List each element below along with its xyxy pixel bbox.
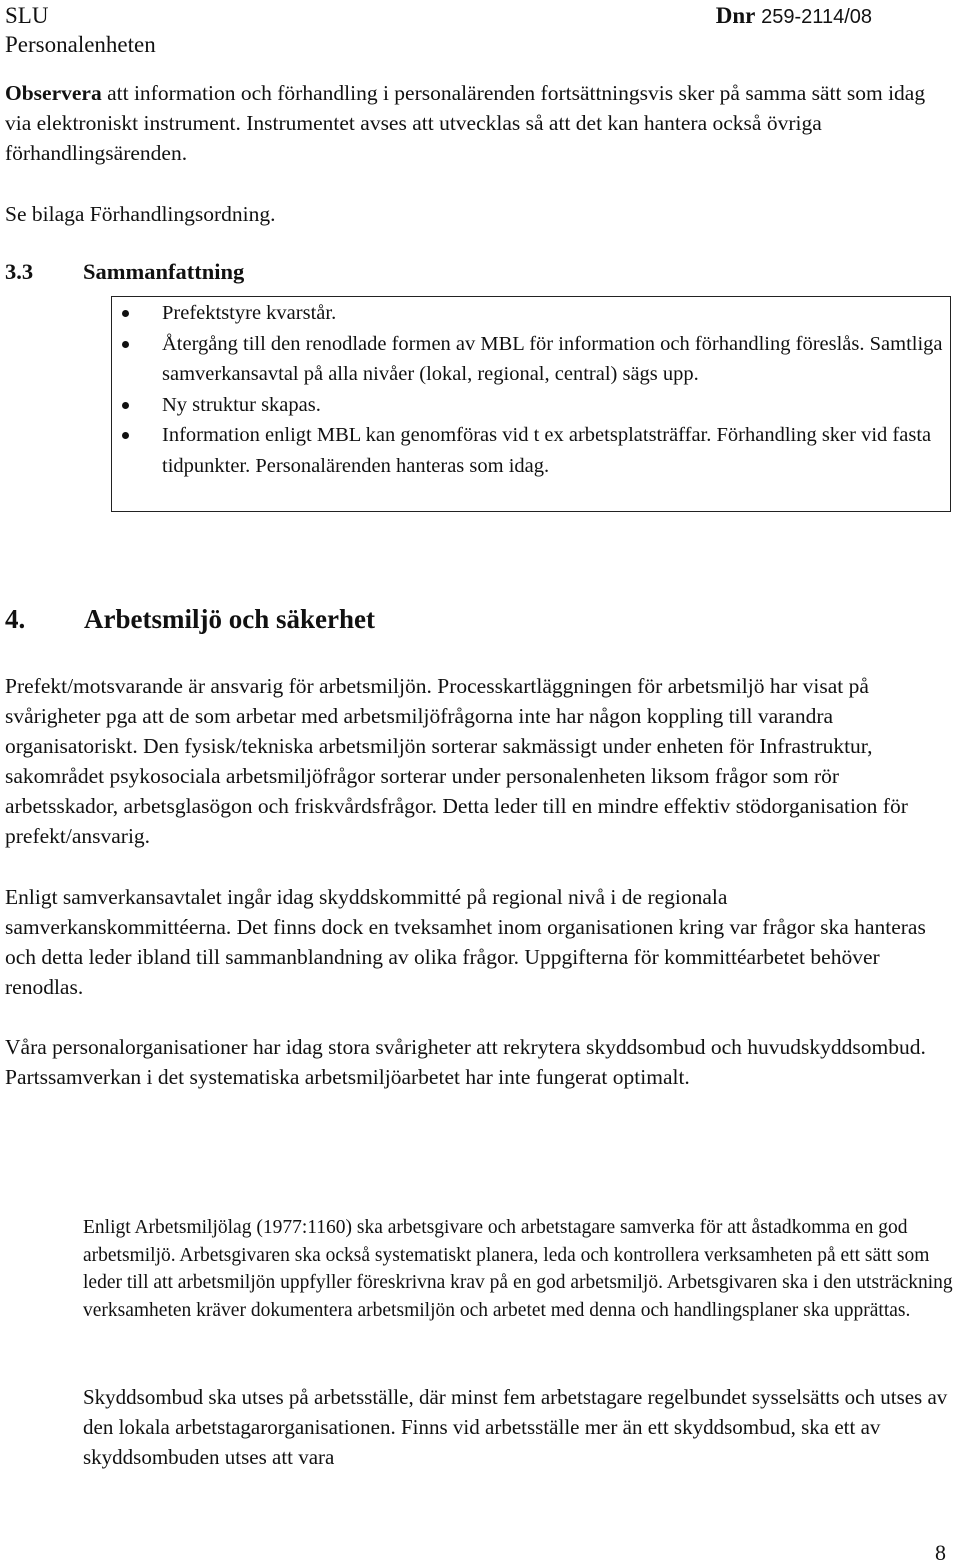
header-org: SLU — [5, 3, 49, 28]
summary-heading — [5, 259, 244, 285]
section-title: Arbetsmiljö och säkerhet — [84, 604, 375, 634]
summary-item: Information enligt MBL kan genomföras vid t ex arbetsplatsträffar. Förhandling sker vid fasta tidpunkter. Personalärenden hanteras som idag. — [122, 420, 946, 481]
header-unit: Personalenheten — [5, 32, 156, 57]
intro-bold-lead: Observera — [5, 81, 102, 105]
summary-item: Ny struktur skapas. — [122, 390, 946, 421]
quote-paragraph: Enligt Arbetsmiljölag (1977:1160) ska arbetsgivare och arbetstagare samverka för att åstadkomma en god arbetsmiljö. Arbetsgivaren ska också systematiskt planera, leda och kontrollera verksamheten på ett sätt som leder till att arbetsmiljön uppfyller föreskrivna krav på en god arbetsmiljö. Arbetsgivaren ska i den utsträckning verksamheten kräver dokumentera arbetsmiljön och arbetet med denna och handlingsplaner ska upprättas. — [83, 1217, 953, 1321]
intro-text: att information och förhandling i personalärenden fortsättningsvis sker på samma sätt som idag via elektroniskt instrument. Instrumentet avses att utvecklas så att det kan hantera också övriga förhandlingsärenden. — [5, 81, 926, 165]
intro-paragraph — [5, 78, 955, 168]
bullet-icon — [122, 310, 129, 317]
section-number: 4. — [5, 604, 26, 634]
summary-list — [122, 298, 946, 481]
dnr-label: Dnr — [715, 3, 756, 28]
bullet-icon — [122, 432, 129, 439]
bullet-icon — [122, 402, 129, 409]
summary-number: 3.3 — [5, 259, 34, 284]
body-paragraph: Prefekt/motsvarande är ansvarig för arbetsmiljön. Processkartläggningen för arbetsmiljö har visat på svårigheter pga att de som arbetar med arbetsmiljöfrågorna inte har någon koppling till varandra organisatoriskt. Den fysisk/tekniska arbetsmiljön sorterar sakmässigt under enheten för Infrastruktur, sakområdet psykosociala arbetsmiljöfrågor sorterar under personalenheten liksom frågor som rör arbetsskador, arbetsglasögon och friskvårdsfrågor. Detta leder till en mindre effektiv stödorganisation för prefekt/ansvarig. — [5, 674, 908, 848]
header-dnr — [716, 2, 872, 31]
dnr-number: 259-2114/08 — [761, 6, 872, 28]
body-paragraph: Enligt samverkansavtalet ingår idag skyddskommitté på regional nivå i de regionala samverkanskommittéerna. Det finns dock en tveksamhet inom organisationen kring var frågor ska hanteras och detta leder ibland till sammanblandning av olika frågor. Uppgifterna för kommittéarbetet behöver renodlas. — [5, 885, 926, 999]
page-number: 8 — [935, 1540, 946, 1565]
quote-paragraph: Skyddsombud ska utses på arbetsställe, där minst fem arbetstagare regelbundet sysselsätts och utses av den lokala arbetstagarorganisationen. Finns vid arbetsställe mer än ett skyddsombud, ska ett av skyddsombuden utses att vara — [83, 1385, 948, 1469]
summary-title: Sammanfattning — [83, 259, 245, 284]
summary-item: Återgång till den renodlade formen av MBL för information och förhandling föreslås. Samtliga samverkansavtal på alla nivåer (lokal, regional, central) sägs upp. — [122, 329, 946, 390]
section-heading — [5, 604, 375, 635]
body-paragraph: Våra personalorganisationer har idag stora svårigheter att rekrytera skyddsombud och huvudskyddsombud. Partssamverkan i det systematiska arbetsmiljöarbetet har inte fungerat optimalt. — [5, 1035, 926, 1089]
see-attachment: Se bilaga Förhandlingsordning. — [5, 202, 276, 226]
bullet-icon — [122, 341, 129, 348]
summary-item: Prefektstyre kvarstår. — [122, 298, 946, 329]
